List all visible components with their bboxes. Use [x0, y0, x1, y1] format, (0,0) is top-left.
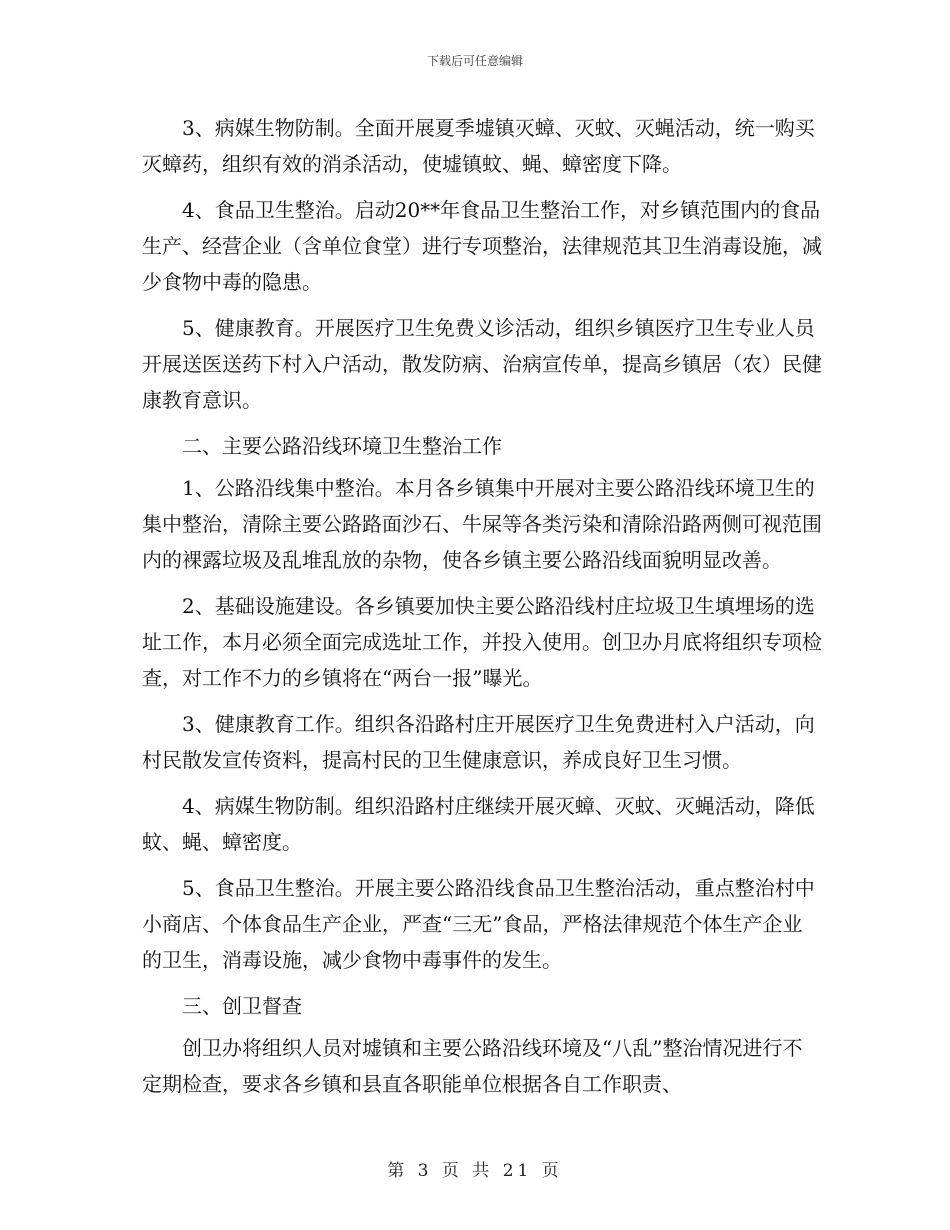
- document-body: [142, 110, 822, 1112]
- page-number-footer: 第 3 页 共 21 页: [387, 1161, 563, 1181]
- paragraph-health-education: 5、健康教育。开展医疗卫生免费义诊活动，组织乡镇医疗卫生专业人员开展送医送药下村入户活动，散发防病、治病宣传单，提高乡镇居（农）民健康教育意识。: [142, 316, 822, 412]
- paragraph-village-pest-control: 4、病媒生物防制。组织沿路村庄继续开展灭蟑、灭蚊、灭蝇活动，降低蚊、蝇、蟑密度。: [142, 794, 815, 854]
- paragraph-road-food-hygiene: 5、食品卫生整治。开展主要公路沿线食品卫生整治活动，重点整治村中小商店、个体食品生产企业，严查“三无”食品，严格法律规范个体生产企业的卫生，消毒设施，减少食物中毒事件的发生。: [142, 876, 815, 972]
- section-heading-road-sanitation: 二、主要公路沿线环境卫生整治工作: [182, 434, 502, 458]
- paragraph-inspection: 创卫办将组织人员对墟镇和主要公路沿线环境及“八乱”整治情况进行不定期检查，要求各乡镇和县直各职能单位根据各自工作职责、: [142, 1036, 803, 1096]
- page-header: 下载后可任意编辑: [426, 54, 523, 68]
- paragraph-pest-control: 3、病媒生物防制。全面开展夏季墟镇灭蟑、灭蚊、灭蝇活动，统一购买灭蟑药，组织有效的消杀活动，使墟镇蚊、蝇、蟑密度下降。: [142, 116, 815, 176]
- section-heading-inspection: 三、创卫督查: [182, 994, 302, 1018]
- paragraph-food-hygiene: 4、食品卫生整治。启动20**年食品卫生整治工作，对乡镇范围内的食品生产、经营企业（含单位食堂）进行专项整治，法律规范其卫生消毒设施，减少食物中毒的隐患。: [142, 198, 822, 294]
- paragraph-road-cleanup: 1、公路沿线集中整治。本月各乡镇集中开展对主要公路沿线环境卫生的集中整治，清除主要公路路面沙石、牛屎等各类污染和清除沿路两侧可视范围内的裸露垃圾及乱堆乱放的杂物，使各乡镇主要公路沿线面貌明显改善。: [142, 476, 822, 572]
- paragraph-village-health-education: 3、健康教育工作。组织各沿路村庄开展医疗卫生免费进村入户活动，向村民散发宣传资料，提高村民的卫生健康意识，养成良好卫生习惯。: [142, 712, 815, 772]
- paragraph-infrastructure: 2、基础设施建设。各乡镇要加快主要公路沿线村庄垃圾卫生填埋场的选址工作，本月必须全面完成选址工作，并投入使用。创卫办月底将组织专项检查，对工作不力的乡镇将在“两台一报”曝光。: [142, 594, 822, 690]
